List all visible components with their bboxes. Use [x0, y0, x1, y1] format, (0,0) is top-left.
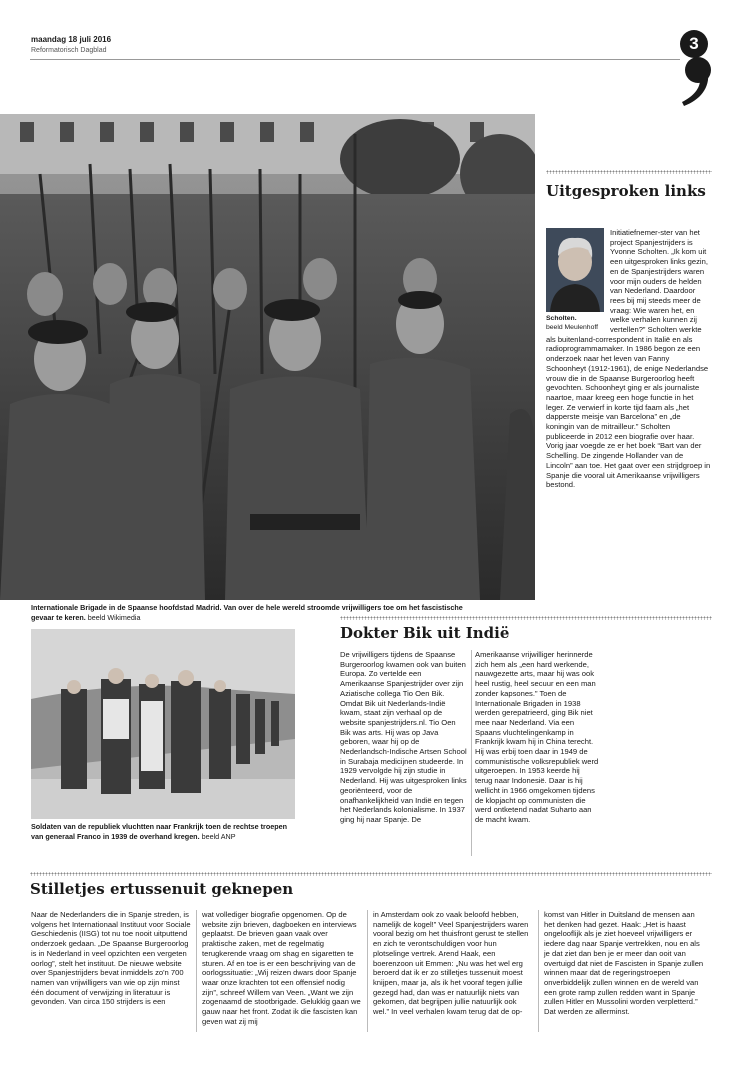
stilletjes-dotted-rule — [30, 872, 712, 876]
issue-date: maandag 18 juli 2016 — [31, 35, 112, 44]
photo-retreat-to-france — [31, 629, 295, 819]
stilletjes-divider-2 — [367, 910, 368, 1032]
doktor-dotted-rule — [340, 616, 712, 620]
photo2-caption — [31, 822, 299, 841]
comma-logo-icon — [678, 56, 712, 106]
sidebar-heading: Uitgesproken links — [546, 182, 706, 200]
stilletjes-heading: Stilletjes ertussenuit geknepen — [30, 880, 294, 898]
photo2-caption-text: Soldaten van de republiek vluchtten naar Frankrijk toen de rechtse troepen van generaal Franco in 1939 de overhand kregen. — [31, 822, 288, 841]
portrait-photo-scholten — [546, 228, 604, 312]
photo2-caption-credit: beeld ANP — [201, 831, 236, 841]
doktor-column-1: De vrijwilligers tijdens de Spaanse Burgeroorlog kwamen ook van buiten Europa. Zo vertelde een Amerikaanse Spanjestrijder over zijn Aziatische collega Tio Oen Bik. Omdat Bik uit Nederlands-Indië kwam, staat zijn verhaal op de website spanjestrijders.nl. Tio Oen Bik was arts. Hij was op Java geboren, waar hij op de Nederlandsch-Indische Artsen School in Surabaja medicijnen studeerde. In 1929 vervolgde hij zijn studie in Nederland. Hij was uitgesproken links georiënteerd, voor de onafhankelijkheid van Indië en tegen het Nederlands kolonialisme. In 1937 ging hij naar Spanje. De — [340, 650, 467, 824]
portrait-caption — [546, 314, 608, 332]
main-caption-text: Internationale Brigade in de Spaanse hoofdstad Madrid. Van over de hele wereld stroomde vrijwilligers toe om het fascistische gevaar te keren. — [31, 603, 463, 622]
stilletjes-column-2: wat vollediger biografie opgenomen. Op de website zijn brieven, dagboeken en interviews geplaatst. De brieven gaan vaak over praktische zaken, met de regelmatig terugkerende vraag om shag en sigaretten te sturen. Af en toe is er een beschrijving van de oorlogssituatie: „Wij reizen dwars door Spanje waar onze krachten tot een offensief nodig zijn”, schreef Willem van Veen. „Want we zijn zogenaamd de stootbrigade. Gelukkig gaan we gauw naar het front. Zodat ik die fascisten kan geven wat zij mij — [202, 910, 361, 1026]
doktor-column-2: Amerikaanse vrijwilliger herinnerde zich hem als „een hard werkende, nauwgezette arts, maar hij was ook heel rustig, heel secuur en een man zonder kapsones.” Toen de Internationale Brigaden in 1938 werden gerepatrieerd, ging Bik niet mee naar Nederland. Via een Spaans vluchtelingenkamp in Frankrijk kwam hij in China terecht. Hij was erbij toen daar in 1949 de communistische volksrepubliek werd uitgeroepen. In 1953 keerde hij terug naar Indonesië. Daar is hij wellicht in 1966 omgekomen tijdens de klopjacht op communisten die werd ontketend nadat Suharto aan de macht kwam. — [475, 650, 599, 824]
doktor-heading: Dokter Bik uit Indië — [340, 624, 510, 642]
sidebar-text: Initiatiefnemer-ster van het project Spanjestrijders is Yvonne Scholten. „Ik kom uit een uitgesproken links gezin, en de Spanjestrijders waren voor mijn ouders de helden van Nederland. Daardoor rees bij mij steeds meer de vraag: Wie waren het, en welke verhalen kunnen zij vertellen?” Scholten werkte als buitenland-correspondent in Italië en als radioprogrammamaker. In 1986 begon ze een onderzoek naar het leven van Fanny Schoonheyt (1912-1961), de enige Nederlandse vrouw die in de Spaanse Burgeroorlog heeft gevochten. Schoonheyt ging er als journaliste naartoe, maar kreeg een hoge functie in het leger. Ze verwierf in korte tijd faam als „het dapperste meisje van Barcelona” en „de koningin van de mitrailleur.” Scholten publiceerde in 2012 een biografie over haar. Vorig jaar voegde ze er het boek “Bart van der Schelling. De zingende Hollander van de Lincoln” aan toe. Het gaat over een strijdgroep in Spanje die vooral uit Amerikaanse vrijwilligers bestond. — [546, 228, 711, 490]
sidebar-dotted-rule — [546, 170, 712, 174]
header-rule — [30, 59, 680, 60]
portrait-caption-credit: beeld Meulenhoff — [546, 324, 599, 331]
page-number-badge: 3 — [680, 30, 708, 58]
stilletjes-divider-1 — [196, 910, 197, 1032]
newspaper-name: Reformatorisch Dagblad — [31, 47, 107, 54]
stilletjes-divider-3 — [538, 910, 539, 1032]
portrait-caption-name: Scholten. — [546, 315, 577, 322]
main-photo-brigade-march — [0, 114, 535, 600]
stilletjes-column-3: in Amsterdam ook zo vaak beloofd hebben, namelijk de kogel!” Veel Spanjestrijders waren vooral bezig om het thuisfront gerust te stellen en zich te verontschuldigen voor hun plotselinge vertrek. Arend Haak, een boerenzoon uit Emmen: „Nu was het wel erg beroerd dat ik er zo stilletjes tussenuit moest knijpen, maar ja, als ik het vooraf tegen jullie gezegd had, dan was er natuurlijk niets van gekomen, dat begrijpen jullie natuurlijk ook wel.” In veel verhalen kwam terug dat de op- — [373, 910, 529, 1017]
doktor-column-divider — [471, 650, 472, 856]
stilletjes-column-1: Naar de Nederlanders die in Spanje streden, is volgens het Internationaal Instituut voor Sociale Geschiedenis (IISG) tot nu toe nooit uitputtend onderzoek gedaan. „De Spaanse Burgeroorlog is in Nederland in veel opzichten een vergeten oorlog”, stelt het instituut. De nieuwe website over Spanjestrijders bevat inmiddels zo'n 700 namen van vrijwilligers van wie op zijn minst één document of verwijzing in literatuur is gevonden. Van circa 150 strijders is een — [31, 910, 191, 1007]
main-caption-credit: beeld Wikimedia — [87, 612, 141, 622]
stilletjes-column-4: komst van Hitler in Duitsland de mensen aan het denken had gezet. Haak: „Het is haast ongelooflijk als je ziet hoeveel vrijwilligers er iedere dag naar Spanje vertrekken, nou en als je dat ziet dan ben je er meer dan ooit van overtuigd dat niet de Fascisten in Spanje zullen winnen maar dat de regeringstroepen onverbiddelijk zullen winnen en de wereld van een grote ramp zullen redden want in Spanje zullen Hitler en Mussolini worden verpletterd.” Dat werden ze allerminst. — [544, 910, 704, 1017]
